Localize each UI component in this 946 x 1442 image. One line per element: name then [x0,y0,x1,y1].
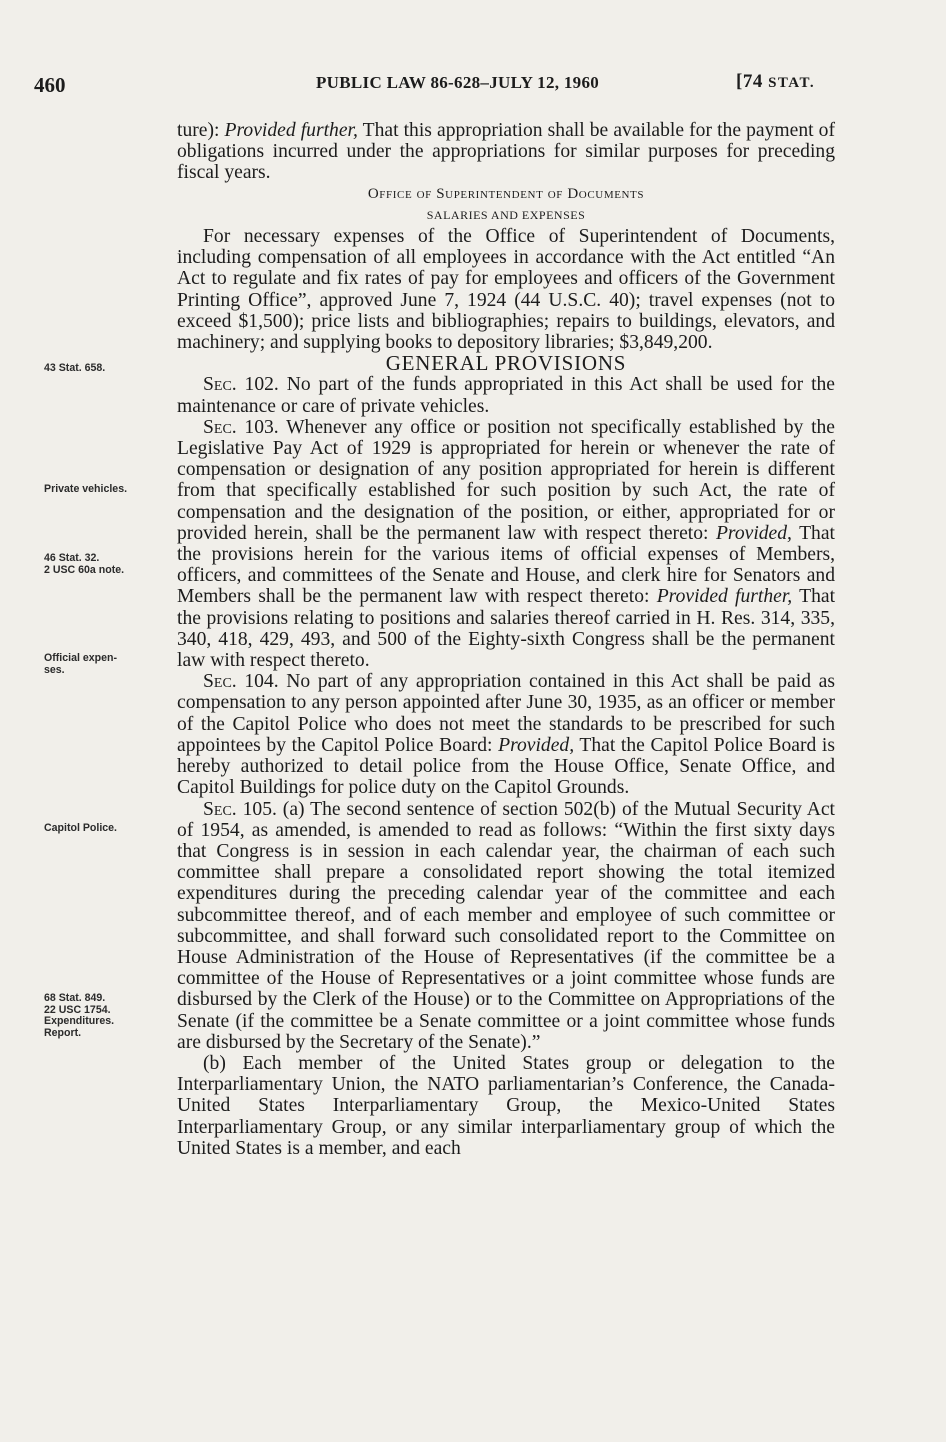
section-102 [177,374,835,416]
volume-ref-stat: STAT. [768,75,816,91]
sec-103-text2: That the provisions herein for the various items of official expenses of Members, officers, and committees of the Senate and House, and clerk hire for Senators and Members shall be the permanent law with respect thereto: [177,522,835,608]
margin-note-46-stat-line2: 2 USC 60a note. [44,563,125,576]
p1-rest: That this appropriation shall be available for the payment of obligations incurred under the appropriations for similar purposes for preceding fiscal years. [177,120,835,184]
margin-note-46-stat-line1: 46 Stat. 32. [44,552,100,564]
margin-note-official-expenses-line1: Official expen- [44,652,117,664]
margin-note-68-stat-line2: 22 USC 1754. [44,1003,111,1016]
margin-note-capitol-police: Capitol Police. [44,822,117,834]
margin-note-46-stat [44,553,164,576]
margin-note-official-expenses-line2: ses. [44,663,65,676]
volume-reference [736,71,815,93]
salaries-heading: SALARIES AND EXPENSES [426,207,586,222]
sec-103-italic2: Provided further, [656,586,793,608]
body-text [177,120,835,1159]
volume-ref-prefix: [74 [736,71,769,92]
sec-103-text1: Whenever any office or position not specifically established by the Legislative Pay Act of 1929 is appropriated for herein or whenever the rate of compensation or designation of any position appropriated for herein is different from that specifically established for such position by such Act, the rate of compensation and the designation of the position, or either, appropriated for or provided herein, shall be the permanent law with respect thereto: [177,416,836,544]
page-number: 460 [34,73,66,97]
running-head: PUBLIC LAW 86-628–JULY 12, 1960 [316,73,600,92]
section-105a [177,799,835,1053]
sec-102-text: No part of the funds appropriated in this Act shall be used for the maintenance or care of private vehicles. [177,374,836,417]
margin-note-43-stat: 43 Stat. 658. [44,362,106,374]
sec-104-text2: That the Capitol Police Board is hereby authorized to detail police from the House Office, Senate Office, and Capitol Buildings for police duty on the Capitol Grounds. [177,734,835,799]
section-105b: (b) Each member of the United States group or delegation to the Interparliamentary Union, the NATO parliamentarian’s Conference, the Canada-United States Interparliamentary Group, the Mexico-United States Interparliamentary Group, or any similar interparliamentary group of which the United States is a member, and each [177,1052,835,1159]
sec-103-italic1: Provided, [715,522,792,544]
margin-note-68-stat-line4: Report. [44,1026,82,1039]
office-heading: Office of Superintendent of Documents [367,185,645,202]
margin-note-68-stat-line1: 68 Stat. 849. [44,992,106,1004]
section-104 [177,671,835,798]
sec-105-text-a: (a) The second sentence of section 502(b) of the Mutual Security Act of 1954, as amended, is amended to read as follows: “Within the first sixty days that Congress is in session in each calendar year, the chairman of each such committee shall prepare a consolidated report showing the total itemized expenditures during the preceding calendar year of the committee and each subcommittee thereof, and of each member and employee of such committee or subcommittee, and shall forward such consolidated report to the Committee on House Administration of the House of Representatives (if the committee be a committee of the House of Representatives or a joint committee whose funds are disbursed by the Clerk of the House) or to the Committee on Appropriations of the Senate (if the committee be a Senate committee or a joint committee whose funds are disbursed by the Secretary of the Senate).” [177,798,835,1053]
sec-105-label: Sec. 105. [203,798,277,820]
paragraph-superintendent: For necessary expenses of the Office of Superintendent of Documents, including compensation of all employees in accordance with the Act entitled “An Act to regulate and fix rates of pay for employees and officers of the Government Printing Office”, approved June 7, 1924 (44 U.S.C. 40); travel expenses (not to exceed $1,500); price lists and bibliographies; repairs to buildings, elevators, and machinery; and supplying books to depository libraries; $3,849,200. [177,226,835,354]
p1-italic: Provided further, [224,120,358,141]
sec-104-text1: No part of any appropriation contained in this Act shall be paid as compensation to any person appointed after June 30, 1935, as an officer or member of the Capitol Police who does not meet the standards to be prescribed for such appointees by the Capitol Police Board: [177,671,835,756]
paragraph-continuation [177,120,835,184]
sec-104-italic: Provided, [498,734,575,756]
p1-start: ture): [177,120,225,141]
section-103 [177,417,835,671]
margin-note-official-expenses [44,653,164,676]
sec-102-label: Sec. 102. [203,374,279,396]
margin-note-68-stat-line3: Expenditures. [44,1015,115,1027]
sec-103-text3: That the provisions relating to positions and salaries thereof carried in H. Res. 314, 335, 340, 418, 429, 493, and 500 of the Eighty-sixth Congress shall be the permanent law with respect thereto. [177,586,836,672]
sec-103-label: Sec. 103. [203,416,279,438]
margin-note-private-vehicles: Private vehicles. [44,483,128,495]
margin-note-68-stat [44,993,164,1039]
sec-104-label: Sec. 104. [203,671,279,693]
general-provisions-heading: GENERAL PROVISIONS [385,351,627,376]
